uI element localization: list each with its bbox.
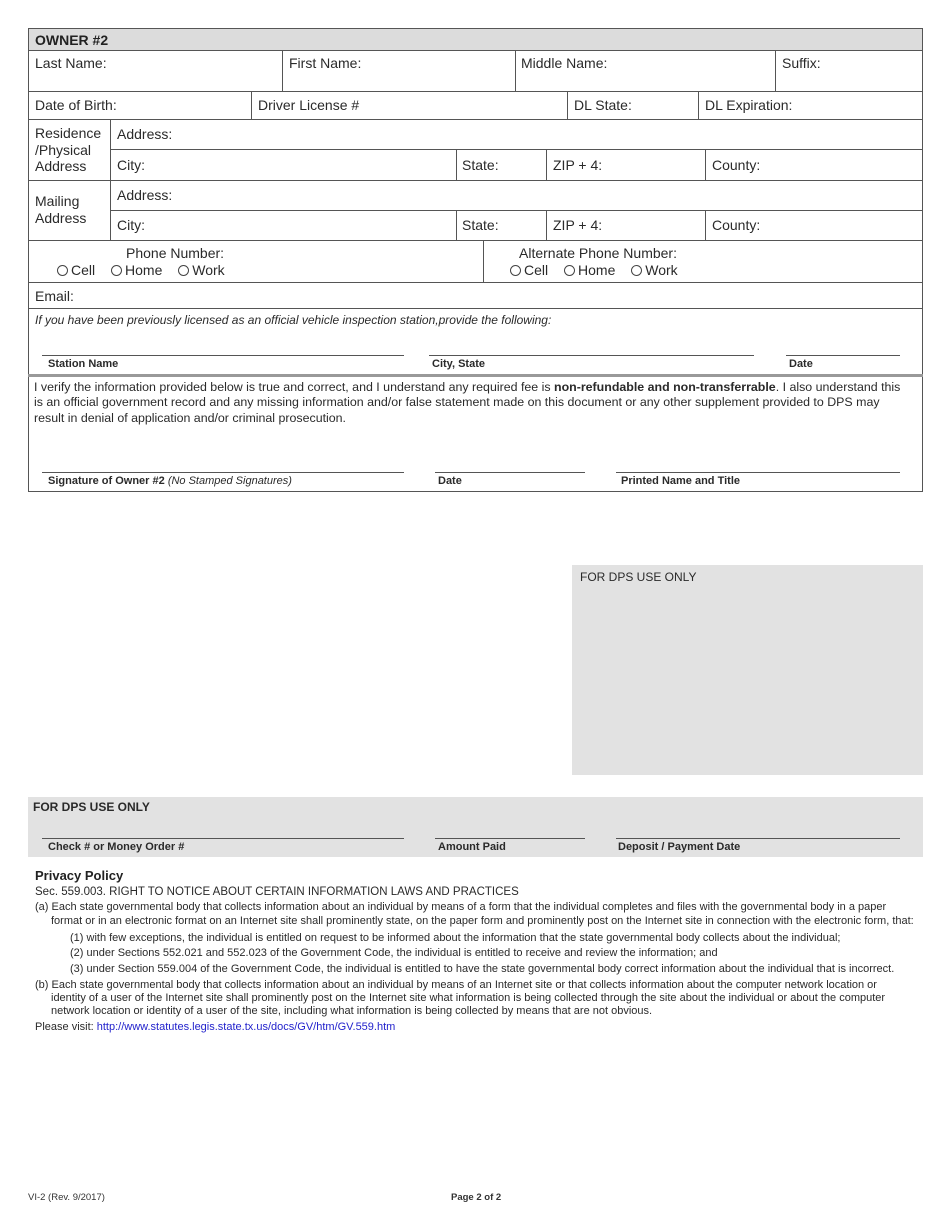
privacy-section: Sec. 559.003. RIGHT TO NOTICE ABOUT CERTAIN INFORMATION LAWS AND PRACTICES (35, 886, 519, 898)
phone-home-radio[interactable]: Home (111, 262, 162, 278)
radio-circle-icon (178, 265, 189, 276)
mailing-label: Mailing Address (35, 193, 87, 226)
printed-name-line[interactable] (616, 472, 900, 473)
prev-license-note: If you have been previously licensed as an official vehicle inspection station,provide the following: (35, 313, 552, 327)
city-state-line[interactable] (429, 355, 754, 356)
dob-field[interactable]: Date of Birth: (35, 97, 117, 113)
privacy-title: Privacy Policy (35, 868, 124, 883)
dps-use-box (572, 565, 923, 775)
privacy-b-line3: network location or identity of a user of the site, including what information is being collected by means that are not obvious. (51, 1005, 653, 1017)
radio-circle-icon (510, 265, 521, 276)
signature-label: Signature of Owner #2 (No Stamped Signatures) (48, 475, 292, 487)
section-header (29, 29, 922, 51)
privacy-b-line1: (b) Each state governmental body that collects information about an individual by means of an Internet site or that collects information about the computer network location or (35, 979, 877, 991)
residence-county-field[interactable]: County: (712, 157, 761, 173)
check-number-line[interactable] (42, 838, 404, 839)
station-name-label: Station Name (48, 358, 119, 370)
phone-type-options (57, 262, 225, 278)
printed-name-label: Printed Name and Title (621, 475, 740, 487)
privacy-item3: (3) under Section 559.004 of the Government Code, the individual is entitled to have the state governmental body correct information about the individual that is incorrect. (70, 963, 895, 975)
first-name-field[interactable]: First Name: (289, 55, 362, 71)
privacy-item2: (2) under Sections 552.021 and 552.023 of the Government Code, the individual is entitled to receive and review the information; and (70, 947, 718, 959)
page-number: Page 2 of 2 (451, 1192, 502, 1203)
last-name-field[interactable]: Last Name: (35, 55, 107, 71)
radio-circle-icon (111, 265, 122, 276)
residence-zip-field[interactable]: ZIP + 4: (553, 157, 603, 173)
prev-date-label: Date (789, 358, 813, 370)
city-state-label: City, State (432, 358, 485, 370)
privacy-visit: Please visit: http://www.statutes.legis.state.tx.us/docs/GV/htm/GV.559.htm (35, 1021, 396, 1033)
dps-use-box-title: FOR DPS USE ONLY (580, 570, 697, 584)
verification-statement: I verify the information provided below is true and correct, and I understand any required fee is non-refundable and non-transferrable. I also understand this is an official government record and any missing information and/or false statement made on this document or any other supplement provided to DPS may result in denial of application and/or criminal prosecution. (34, 380, 901, 425)
privacy-a-line2: format or in an electronic format on an Internet site shall prominently state, on the paper form and prominently post on the Internet site in connection with the electronic form, that: (51, 915, 914, 927)
alt-phone-label: Alternate Phone Number: (519, 245, 677, 261)
alt-phone-home-radio[interactable]: Home (564, 262, 615, 278)
deposit-date-label: Deposit / Payment Date (618, 841, 741, 853)
residence-address-field[interactable]: Address: (117, 126, 173, 142)
mailing-city-field[interactable]: City: (117, 217, 145, 233)
alt-phone-work-radio[interactable]: Work (631, 262, 677, 278)
mailing-zip-field[interactable]: ZIP + 4: (553, 217, 603, 233)
mailing-state-field[interactable]: State: (462, 217, 499, 233)
amount-paid-line[interactable] (435, 838, 585, 839)
residence-city-field[interactable]: City: (117, 157, 145, 173)
form-id: VI-2 (Rev. 9/2017) (28, 1192, 105, 1203)
sign-date-line[interactable] (435, 472, 585, 473)
statute-link[interactable]: http://www.statutes.legis.state.tx.us/docs/GV/htm/GV.559.htm (96, 1021, 396, 1033)
alt-phone-cell-radio[interactable]: Cell (510, 262, 548, 278)
mailing-address-field[interactable]: Address: (117, 187, 173, 203)
phone-number-label: Phone Number: (126, 245, 225, 261)
privacy-item1: (1) with few exceptions, the individual is entitled on request to be informed about the information that the state governmental body collects about the individual; (70, 932, 841, 944)
deposit-date-line[interactable] (616, 838, 900, 839)
driver-license-field[interactable]: Driver License # (258, 97, 360, 113)
prev-date-line[interactable] (786, 355, 900, 356)
suffix-field[interactable]: Suffix: (782, 55, 821, 71)
privacy-b-line2: identity of a user of the Internet site shall prominently post on the Internet site what information is being collected through the site about the individual or about the computer (51, 992, 886, 1004)
mailing-county-field[interactable]: County: (712, 217, 761, 233)
section-title: OWNER #2 (35, 32, 109, 48)
privacy-a-line1: (a) Each state governmental body that collects information about an individual by means of a form that the individual completes and files with the governmental body in a paper (35, 901, 887, 913)
radio-circle-icon (564, 265, 575, 276)
phone-cell-radio[interactable]: Cell (57, 262, 95, 278)
radio-circle-icon (57, 265, 68, 276)
alt-phone-type-options (510, 262, 678, 278)
station-name-line[interactable] (42, 355, 404, 356)
radio-circle-icon (631, 265, 642, 276)
residence-state-field[interactable]: State: (462, 157, 499, 173)
check-number-label: Check # or Money Order # (48, 841, 185, 853)
dl-expiration-field[interactable]: DL Expiration: (705, 97, 793, 113)
amount-paid-label: Amount Paid (438, 841, 506, 853)
email-field[interactable]: Email: (35, 288, 74, 304)
middle-name-field[interactable]: Middle Name: (521, 55, 608, 71)
sign-date-label: Date (438, 475, 462, 487)
residence-label: Residence /Physical Address (35, 125, 102, 174)
phone-work-radio[interactable]: Work (178, 262, 224, 278)
signature-line[interactable] (42, 472, 404, 473)
dl-state-field[interactable]: DL State: (574, 97, 632, 113)
dps-payment-title: FOR DPS USE ONLY (33, 800, 150, 814)
